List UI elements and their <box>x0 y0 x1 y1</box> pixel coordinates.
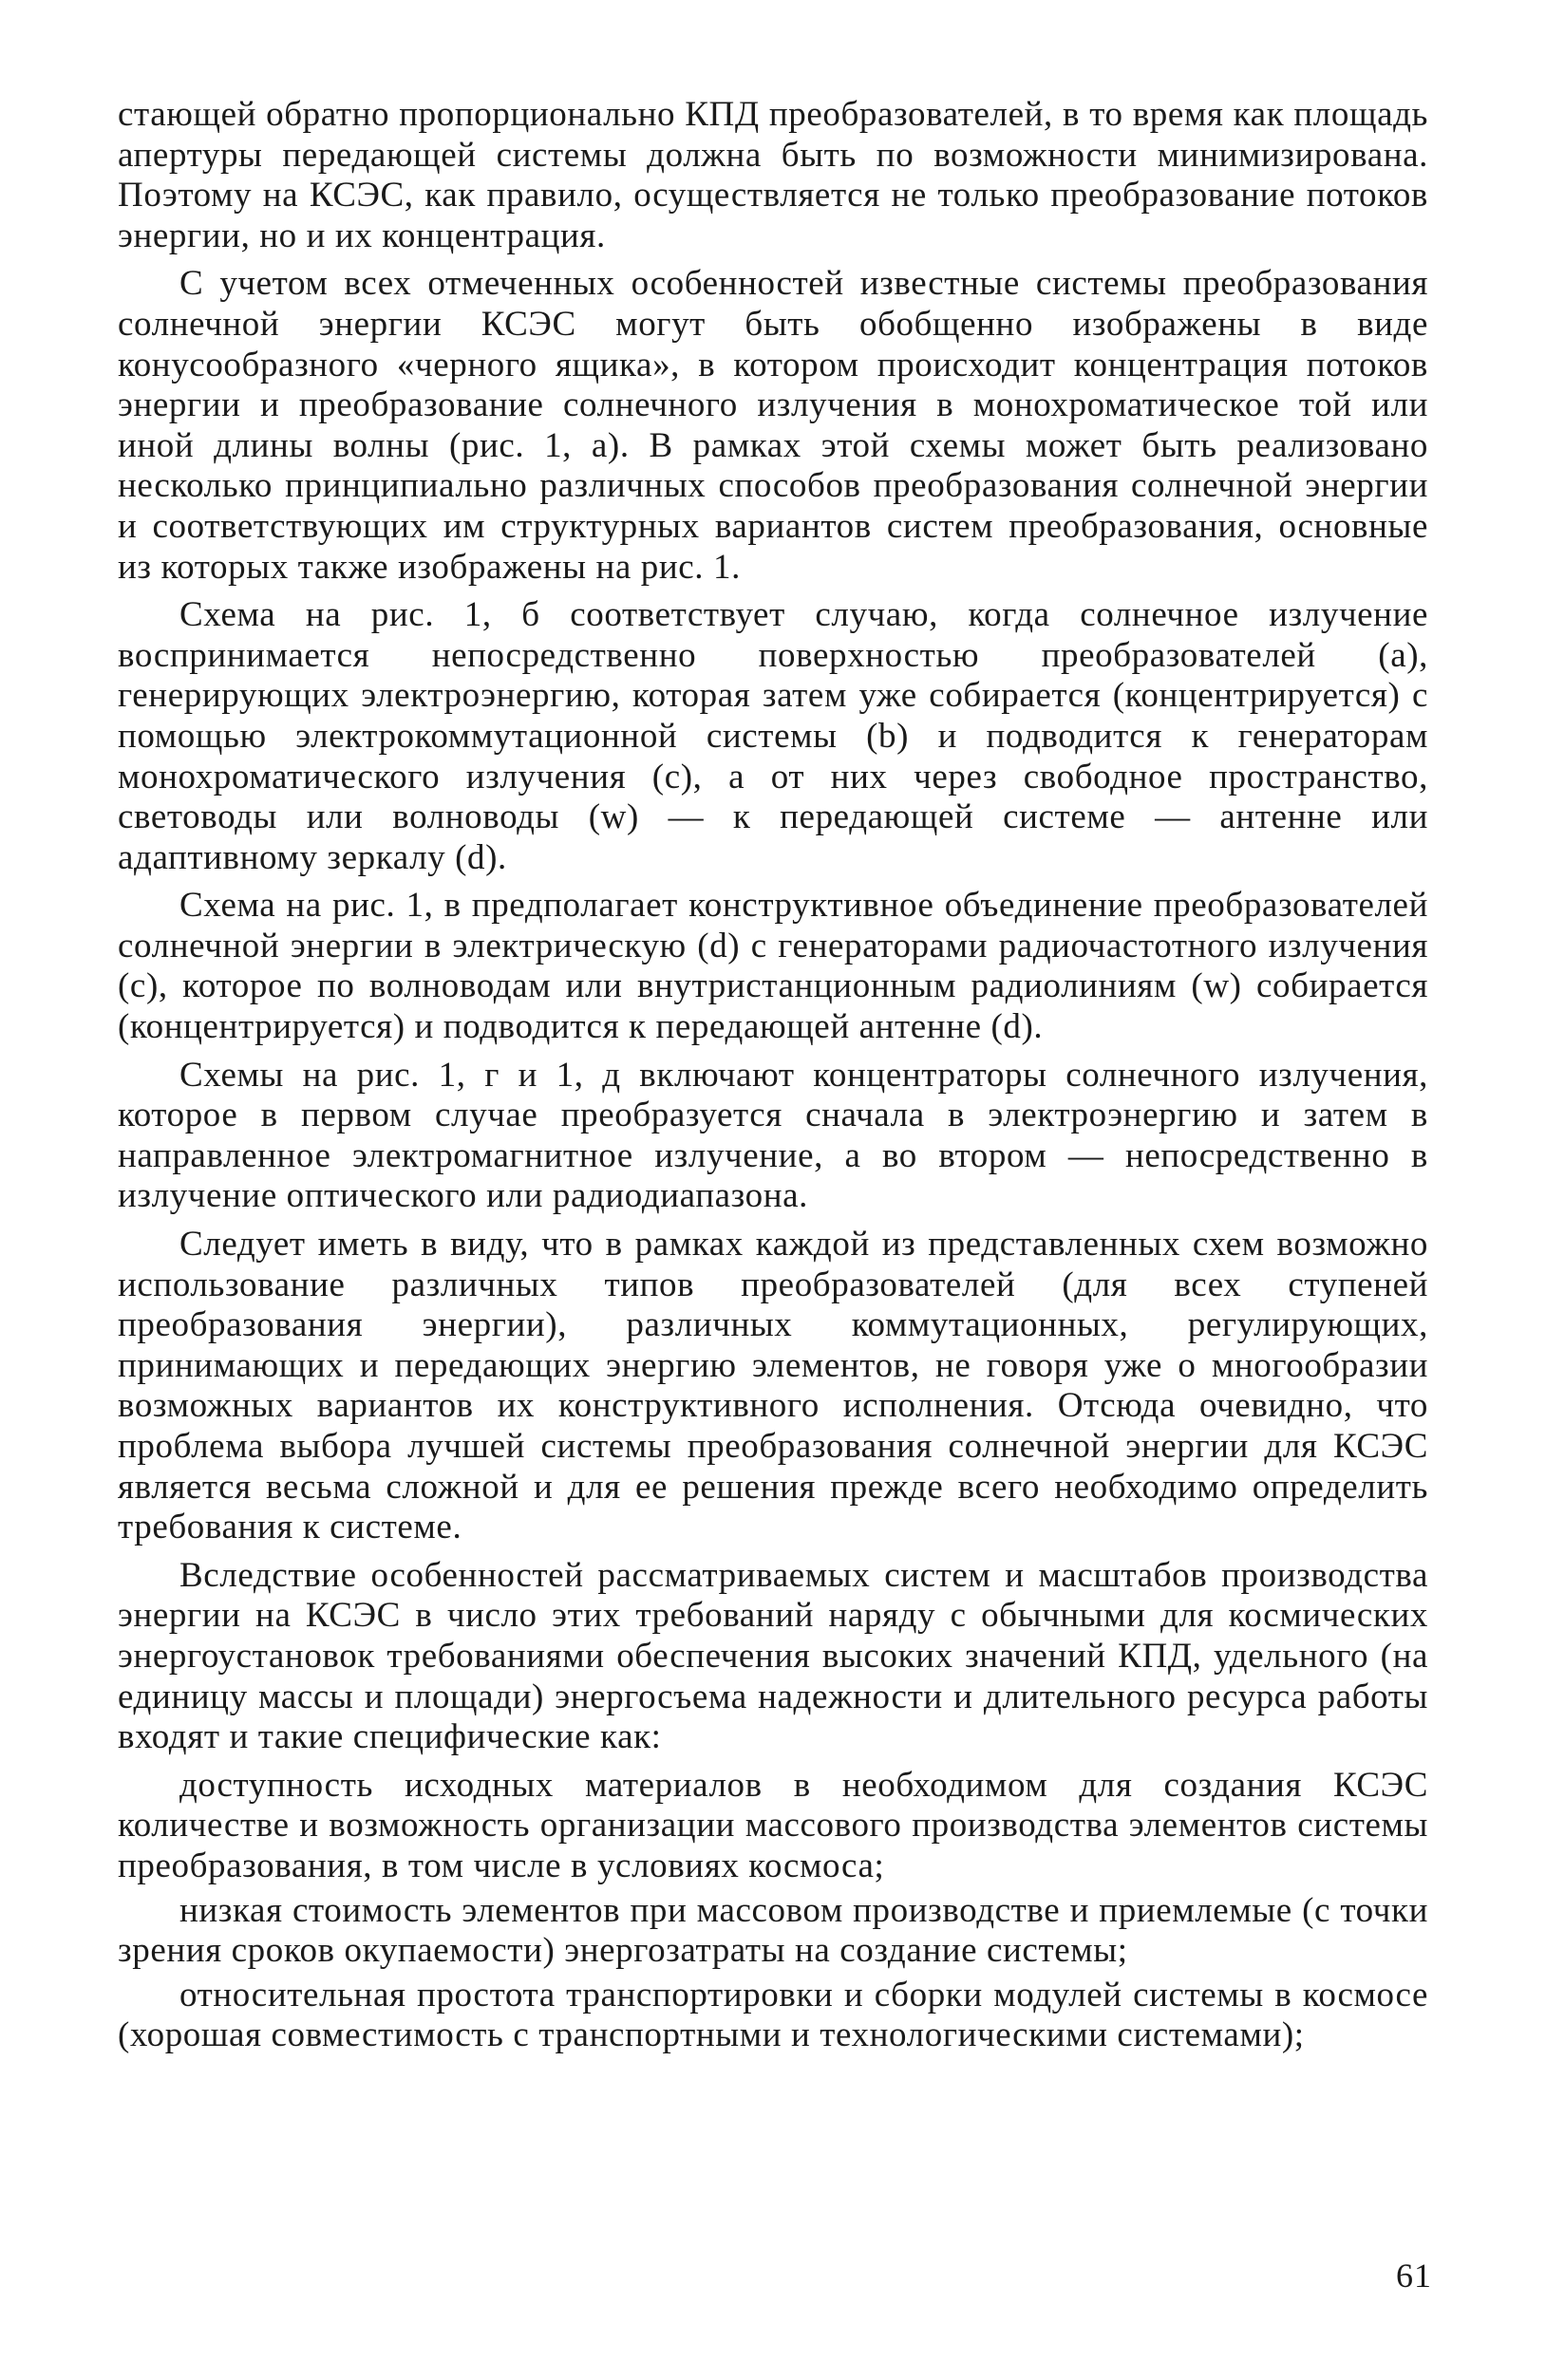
paragraph-4: Схема на рис. 1, в предполагает конструктивное объединение преобразователей солнечной энергии в электрическую (d) с генераторами радиочастотного излучения (c), которое по волноводам или внутристанционным радиолиниям (w) собирается (концентрируется) и подводится к передающей антенне (d). <box>118 886 1428 1047</box>
paragraph-5: Схемы на рис. 1, г и 1, д включают концентраторы солнечного излучения, которое в первом случае преобразуется сначала в электроэнергию и затем в направленное электромагнитное излучение, а во втором — непосредственно в излучение оптического или радиодиапазона. <box>118 1055 1428 1216</box>
paragraph-1: стающей обратно пропорционально КПД преобразователей, в то время как площадь апертуры передающей системы должна быть по возможности минимизирована. Поэтому на КСЭС, как правило, осуществляется не только преобразование потоков энергии, но и их концентрация. <box>118 95 1428 255</box>
page-number: 61 <box>1396 2257 1432 2295</box>
page-body <box>118 95 1428 2060</box>
paragraph-3: Схема на рис. 1, б соответствует случаю, когда солнечное излучение воспринимается непосредственно поверхностью преобразователей (а), генерирующих электроэнергию, которая затем уже собирается (концентрируется) с помощью электрокоммутационной системы (b) и подводится к генераторам монохроматического излучения (с), а от них через свободное пространство, световоды или волноводы (w) — к передающей системе — антенне или адаптивному зеркалу (d). <box>118 595 1428 877</box>
paragraph-6: Следует иметь в виду, что в рамках каждой из представленных схем возможно использование различных типов преобразователей (для всех ступеней преобразования энергии), различных коммутационных, регулирующих, принимающих и передающих энергию элементов, не говоря уже о многообразии возможных вариантов их конструктивного исполнения. Отсюда очевидно, что проблема выбора лучшей системы преобразования солнечной энергии для КСЭС является весьма сложной и для ее решения прежде всего необходимо определить требования к системе. <box>118 1225 1428 1547</box>
list-item-1: доступность исходных материалов в необходимом для создания КСЭС количестве и возможность организации массового производства элементов системы преобразования, в том числе в условиях космоса; <box>118 1765 1428 1885</box>
paragraph-7: Вследствие особенностей рассматриваемых систем и масштабов производства энергии на КСЭС в число этих требований наряду с обычными для космических энергоустановок требованиями обеспечения высоких значений КПД, удельного (на единицу массы и площади) энергосъема надежности и длительного ресурса работы входят и такие специфические как: <box>118 1555 1428 1757</box>
list-item-2: низкая стоимость элементов при массовом производстве и приемлемые (с точки зрения сроков окупаемости) энергозатраты на создание системы; <box>118 1890 1428 1971</box>
list-item-3: относительная простота транспортировки и сборки модулей системы в космосе (хорошая совместимость с транспортными и технологическими системами); <box>118 1975 1428 2055</box>
paragraph-2: С учетом всех отмеченных особенностей известные системы преобразования солнечной энергии КСЭС могут быть обобщенно изображены в виде конусообразного «черного ящика», в котором происходит концентрация потоков энергии и преобразование солнечного излучения в монохроматическое той или иной длины волны (рис. 1, а). В рамках этой схемы может быть реализовано несколько принципиально различных способов преобразования солнечной энергии и соответствующих им структурных вариантов систем преобразования, основные из которых также изображены на рис. 1. <box>118 264 1428 587</box>
